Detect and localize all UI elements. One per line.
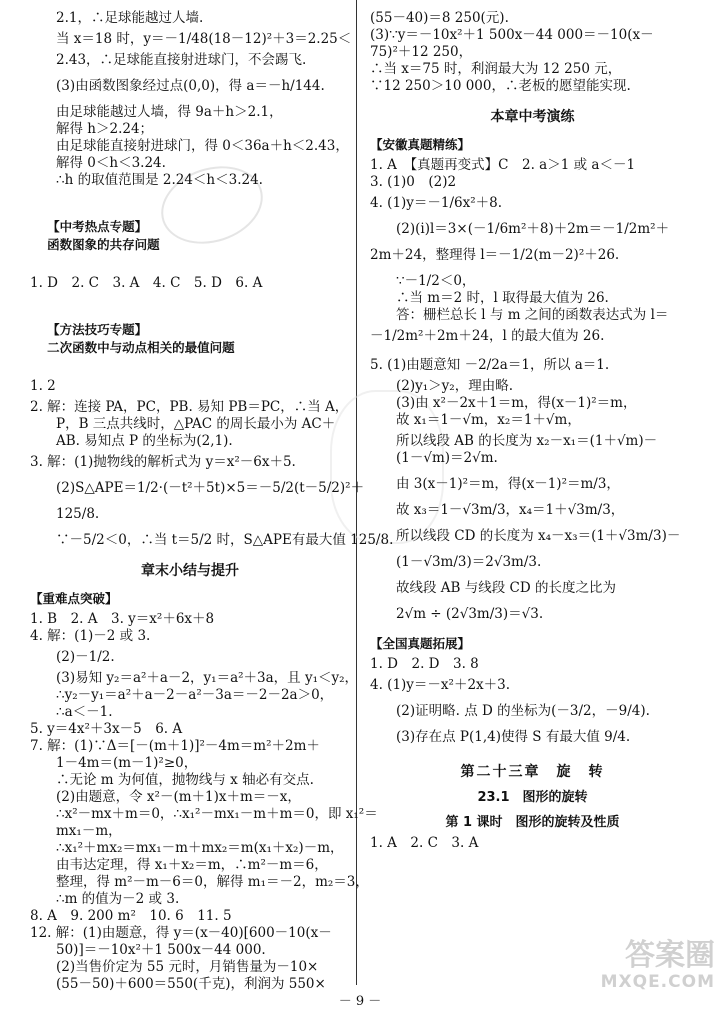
summary-title: 章末小结与提升 xyxy=(141,563,239,579)
answer-line: ∴a＜－1. xyxy=(56,704,113,720)
watermark-text: 答案圈 xyxy=(625,938,715,973)
answer-line: 1. D 2. D 3. 8 xyxy=(370,656,479,672)
answer-line: (1－√3m/3)＝2√3m/3. xyxy=(396,554,542,570)
answer-line: 当 x＝18 时，y＝－1/48(18－12)²＋3＝2.25＜ xyxy=(56,31,352,47)
answer-line: 由韦达定理，得 x₁＋x₂＝m，∴m²－m＝6， xyxy=(56,857,328,873)
answer-line: 5. (1)由题意知 －2/2a＝1，所以 a＝1. xyxy=(370,357,610,373)
answer-line: 4. (1)y＝－1/6x²＋8. xyxy=(370,195,503,211)
answer-line: ∴m 的值为－2 或 3. xyxy=(56,891,180,907)
answer-line: 5. y＝4x²＋3x－5 6. A xyxy=(30,721,183,737)
answer-line: ∵－1/2＜0， xyxy=(396,273,476,289)
answer-line: 8. A 9. 200 m² 10. 6 11. 5 xyxy=(30,908,232,924)
answer-line: 50)]＝－10x²＋1 500x－44 000. xyxy=(56,942,266,958)
answer-line: 75)²＋12 250， xyxy=(370,44,473,60)
watermark-url: MXQE.COM xyxy=(600,972,715,992)
section-title: 23.1 图形的旋转 xyxy=(477,790,588,805)
answer-line: 答：栅栏总长 l 与 m 之间的函数表达式为 l＝ xyxy=(396,307,669,323)
answer-line: 7. 解：(1)∵Δ＝[－(m＋1)]²－4m＝m²＋2m＋ xyxy=(30,738,320,754)
answer-line: 由足球能直接射进球门，得 0＜36a＋h＜2.43， xyxy=(56,138,349,154)
hot-topic-title: 函数图象的共存问题 xyxy=(47,237,160,252)
answer-line: 2.1，∴足球能越过人墙. xyxy=(56,10,204,26)
key-points-tag: 【重难点突破】 xyxy=(30,591,118,606)
answer-line: (3)由 x²－2x＋1＝m，得(x－1)²＝m， xyxy=(396,395,637,411)
answer-line: (2)S△APE＝1/2·(－t²＋5t)×5＝－5/2(t－5/2)²＋ xyxy=(56,480,365,496)
method-title: 二次函数中与动点相关的最值问题 xyxy=(47,340,235,355)
answer-line: －1/2m²＋2m＋24，l 的最大值为 26. xyxy=(370,328,605,344)
page-number: － 9 － xyxy=(338,994,382,1009)
answer-line: (3)由函数图象经过点(0,0)，得 a＝－h/144. xyxy=(56,78,325,94)
answer-line: 整理，得 m²－m－6＝0，解得 m₁＝－2，m₂＝3， xyxy=(56,874,369,890)
answer-line: 1. B 2. A 3. y＝x²＋6x＋8 xyxy=(30,611,215,627)
answer-line: (3)∵y＝－10x²＋1 500x－44 000＝－10(x－ xyxy=(370,27,654,43)
left-column xyxy=(30,10,394,993)
answer-line: 解得 h＞2.24； xyxy=(56,121,154,137)
answer-line: 2√m ÷ (2√3m/3)＝√3. xyxy=(396,606,544,622)
answer-line: 3. 解：(1)抛物线的解析式为 y＝x²－6x＋5. xyxy=(30,454,296,470)
lesson-answers: 1. A 2. C 3. A xyxy=(370,835,479,851)
answer-line: 1. A 【真题再变式】C 2. a＞1 或 a＜－1 xyxy=(370,157,636,173)
answer-line: (55－50)＋600＝550(千克)，利润为 550× xyxy=(56,976,326,992)
answer-line: ∵12 250＞10 000，∴老板的愿望能实现. xyxy=(370,78,631,94)
answer-line: 125/8. xyxy=(56,506,100,522)
answer-line: P，B 三点共线时，△PAC 的周长最小为 AC＋ xyxy=(56,416,336,432)
answer-line: (2)当售价定为 55 元时，月销售量为－10× xyxy=(56,959,319,975)
answer-line: (1－√m)＝2√m. xyxy=(396,450,498,466)
right-column xyxy=(370,10,695,852)
answer-line: (55－40)＝8 250(元). xyxy=(370,10,509,26)
answer-line: ∴无论 m 为何值，抛物线与 x 轴必有交点. xyxy=(56,772,314,788)
answer-line: (2)－1/2. xyxy=(56,649,115,665)
answer-line: 12. 解：(1)由题意，得 y＝(x－40)[600－10(x－ xyxy=(30,925,332,941)
method-heading xyxy=(30,304,350,374)
answer-line: 3. (1)0 (2)2 xyxy=(370,174,457,190)
answer-line: 由足球能越过人墙，得 9a＋h＞2.1， xyxy=(56,104,283,120)
watermark-logo xyxy=(575,940,715,1000)
hot-topic-answers: 1. D 2. C 3. A 4. C 5. D 6. A xyxy=(30,275,263,291)
answer-line: (3)存在点 P(1,4)使得 S 有最大值 9/4. xyxy=(396,729,631,745)
method-tag: 【方法技巧专题】 xyxy=(47,322,148,337)
answer-line: 2. 解：连接 PA，PC，PB. 易知 PB＝PC，∴当 A， xyxy=(30,399,349,415)
answer-line: 1. 2 xyxy=(30,378,56,394)
answer-line: 2.43，∴足球能直接射进球门，不会踢飞. xyxy=(56,52,307,68)
chapter-title: 第二十三章 旋 转 xyxy=(460,764,605,780)
answer-line: 故线段 AB 与线段 CD 的长度之比为 xyxy=(396,580,616,596)
answer-line: ∴x₁²＋mx₂＝mx₁－m＋mx₂＝m(x₁＋x₂)－m， xyxy=(56,840,344,856)
hot-topic-tag: 【中考热点专题】 xyxy=(47,219,148,234)
answer-line: 所以线段 CD 的长度为 x₄－x₃＝(1＋√3m/3)－ xyxy=(396,528,681,544)
answer-line: 4. (1)y＝－x²＋2x＋3. xyxy=(370,677,511,693)
answer-line: 故 x₁＝1－√m，x₂＝1＋√m， xyxy=(396,412,581,428)
national-tag: 【全国真题拓展】 xyxy=(370,636,471,651)
answer-line: (2)由题意，令 x²－(m＋1)x＋m＝－x， xyxy=(56,789,301,805)
answer-line: ∴h 的取值范围是 2.24＜h＜3.24. xyxy=(56,172,263,188)
answer-line: mx₁－m， xyxy=(56,823,122,839)
answer-line: 所以线段 AB 的长度为 x₂－x₁＝(1＋√m)－ xyxy=(396,433,658,449)
answer-line: 4. 解：(1)－2 或 3. xyxy=(30,628,151,644)
answer-line: ∵－5/2＜0，∴当 t＝5/2 时，S△APE有最大值 125/8. xyxy=(56,532,394,548)
answer-line: 2m＋24，整理得 l＝－1/2(m－2)²＋26. xyxy=(370,247,620,263)
answer-line: 故 x₃＝1－√3m/3，x₄＝1＋√3m/3， xyxy=(396,502,625,518)
answer-line: (2)(i)l＝3×(－1/6m²＋8)＋2m＝－1/2m²＋ xyxy=(396,221,670,237)
anhui-tag: 【安徽真题精练】 xyxy=(370,137,471,152)
answer-line: AB. 易知点 P 的坐标为(2,1). xyxy=(56,433,233,449)
answer-line: 解得 0＜h＜3.24. xyxy=(56,155,166,171)
answer-line: 由 3(x－1)²＝m，得(x－1)²＝m/3， xyxy=(396,476,620,492)
answer-line: (2)y₁＞y₂，理由略. xyxy=(396,378,513,394)
answer-line: (2)证明略. 点 D 的坐标为(－3/2，－9/4). xyxy=(396,703,650,719)
answer-line: ∴x²－mx＋m＝0，∴x₁²－mx₁－m＋m＝0，即 x₁²＝ xyxy=(56,806,378,822)
answer-line: ∴y₂－y₁＝a²＋a－2－a²－3a＝－2－2a＞0， xyxy=(56,687,334,703)
lesson-title: 第 1 课时 图形的旋转及性质 xyxy=(445,815,620,830)
hot-topic-heading xyxy=(30,201,350,271)
answer-line: (3)易知 y₂＝a²＋a－2，y₁＝a²＋3a，且 y₁＜y₂， xyxy=(56,670,359,686)
answer-line: ∴当 m＝2 时，l 取得最大值为 26. xyxy=(396,290,609,306)
answer-line: ∴当 x＝75 时，利润最大为 12 250 元， xyxy=(370,61,622,77)
exam-title: 本章中考演练 xyxy=(490,109,575,125)
answer-line: 1－4m＝(m－1)²≥0， xyxy=(56,755,198,771)
